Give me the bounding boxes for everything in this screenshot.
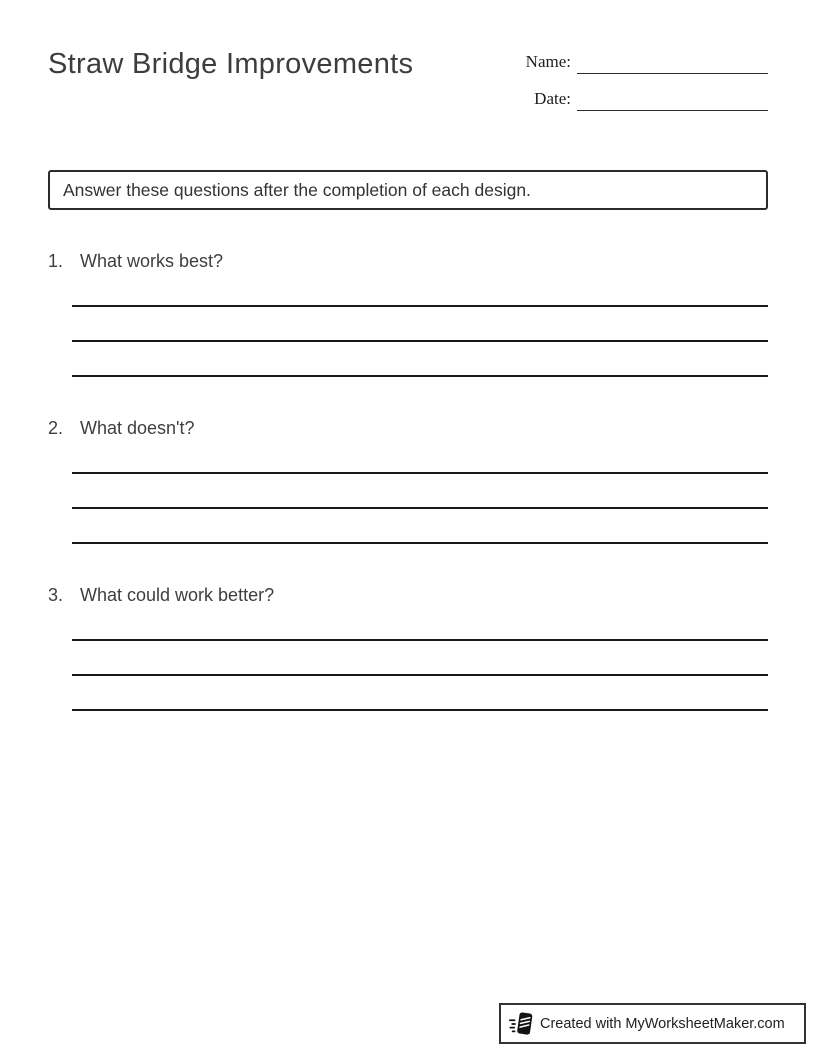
question-2-row [48,417,768,439]
question-2-number: 2. [48,418,64,438]
instructions-text: Answer these questions after the completion of each design. [63,179,531,200]
footer-credit-text: Created with MyWorksheetMaker.com [540,1015,785,1032]
answer-line [72,439,768,474]
question-3-number: 3. [48,585,64,605]
answer-line [72,509,768,544]
name-blank-line [577,52,768,74]
page-title: Straw Bridge Improvements [48,48,414,80]
answer-line [72,641,768,676]
question-3-text: What could work better? [80,585,275,605]
question-1-row [48,250,768,272]
question-1-number: 1. [48,251,64,271]
answer-line [72,676,768,711]
answer-line [72,474,768,509]
date-label: Date: [534,89,571,108]
worksheet-maker-logo-icon [509,1011,533,1037]
footer-credit [499,1003,806,1044]
instructions-box [48,170,768,210]
name-date-fields [526,52,768,111]
name-label: Name: [525,52,571,71]
question-2 [48,417,768,544]
question-1 [48,250,768,377]
answer-line [72,272,768,307]
question-3-row [48,584,768,606]
question-2-text: What doesn't? [80,418,195,438]
answer-line [72,342,768,377]
answer-line [72,307,768,342]
question-3 [48,584,768,711]
answer-line [72,606,768,641]
date-blank-line [577,89,768,111]
question-1-text: What works best? [80,251,224,271]
